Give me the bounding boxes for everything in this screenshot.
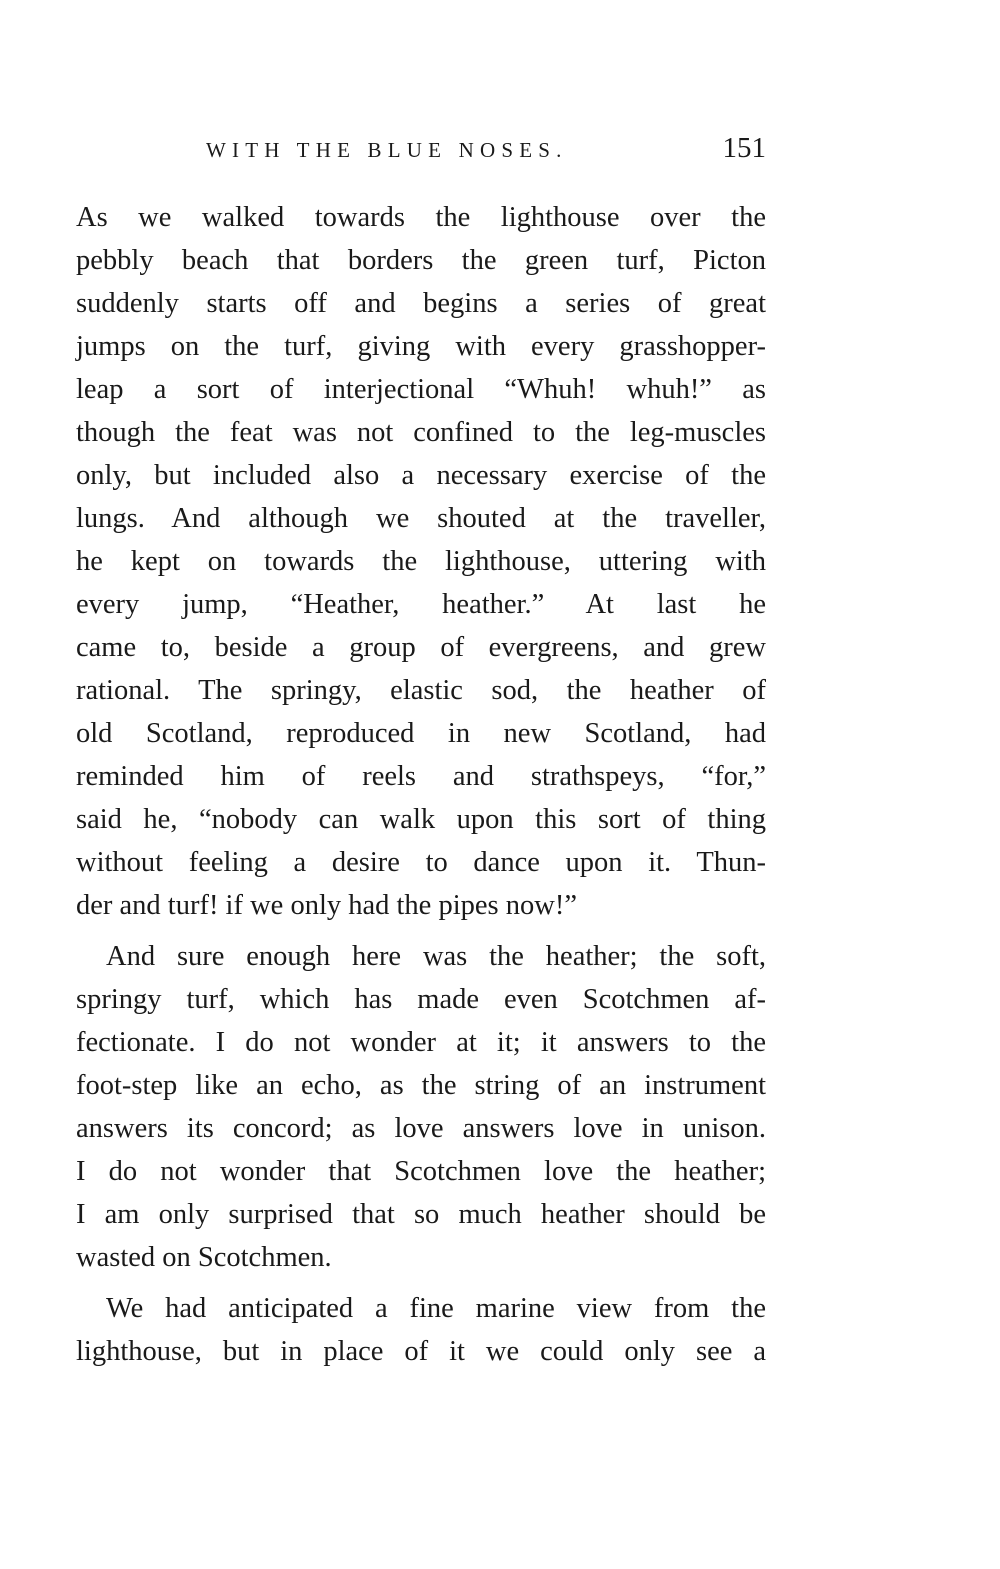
- text-line: springy turf, which has made even Scotchmen af-: [76, 984, 766, 1015]
- text-line: suddenly starts off and begins a series of great: [76, 288, 766, 319]
- text-line: As we walked towards the lighthouse over the: [76, 202, 766, 233]
- text-line: reminded him of reels and strathspeys, “for,”: [76, 761, 766, 792]
- text-line: though the feat was not confined to the leg-muscles: [76, 417, 766, 448]
- text-line: I do not wonder that Scotchmen love the heather;: [76, 1156, 766, 1187]
- text-line: every jump, “Heather, heather.” At last he: [76, 589, 766, 620]
- paragraph-2: [76, 935, 766, 1279]
- text-line: fectionate. I do not wonder at it; it answers to the: [76, 1027, 766, 1058]
- text-line: jumps on the turf, giving with every grasshopper-: [76, 331, 766, 362]
- text-line: lungs. And although we shouted at the traveller,: [76, 503, 766, 534]
- text-line: only, but included also a necessary exercise of the: [76, 460, 766, 491]
- text-line: And sure enough here was the heather; the soft,: [106, 941, 766, 972]
- paragraph-1: [76, 196, 766, 927]
- page-body: [76, 196, 766, 1381]
- text-line: der and turf! if we only had the pipes now!”: [76, 890, 577, 921]
- page-number: 151: [722, 132, 766, 164]
- text-line: without feeling a desire to dance upon it. Thun-: [76, 847, 766, 878]
- text-line: old Scotland, reproduced in new Scotland, had: [76, 718, 766, 749]
- running-head: [76, 132, 766, 168]
- text-line: came to, beside a group of evergreens, and grew: [76, 632, 766, 663]
- text-line: answers its concord; as love answers love in unison.: [76, 1113, 766, 1144]
- text-line: leap a sort of interjectional “Whuh! whuh!” as: [76, 374, 766, 405]
- text-line: he kept on towards the lighthouse, uttering with: [76, 546, 766, 577]
- text-line: pebbly beach that borders the green turf, Picton: [76, 245, 766, 276]
- text-line: wasted on Scotchmen.: [76, 1242, 332, 1273]
- text-line: We had anticipated a fine marine view from the: [106, 1293, 766, 1324]
- text-line: rational. The springy, elastic sod, the heather of: [76, 675, 766, 706]
- paragraph-3: [76, 1287, 766, 1373]
- running-title: WITH THE BLUE NOSES.: [206, 138, 568, 162]
- text-line: I am only surprised that so much heather should be: [76, 1199, 766, 1230]
- text-line: said he, “nobody can walk upon this sort of thing: [76, 804, 766, 835]
- text-line: foot-step like an echo, as the string of an instrument: [76, 1070, 766, 1101]
- text-line: lighthouse, but in place of it we could only see a: [76, 1336, 766, 1367]
